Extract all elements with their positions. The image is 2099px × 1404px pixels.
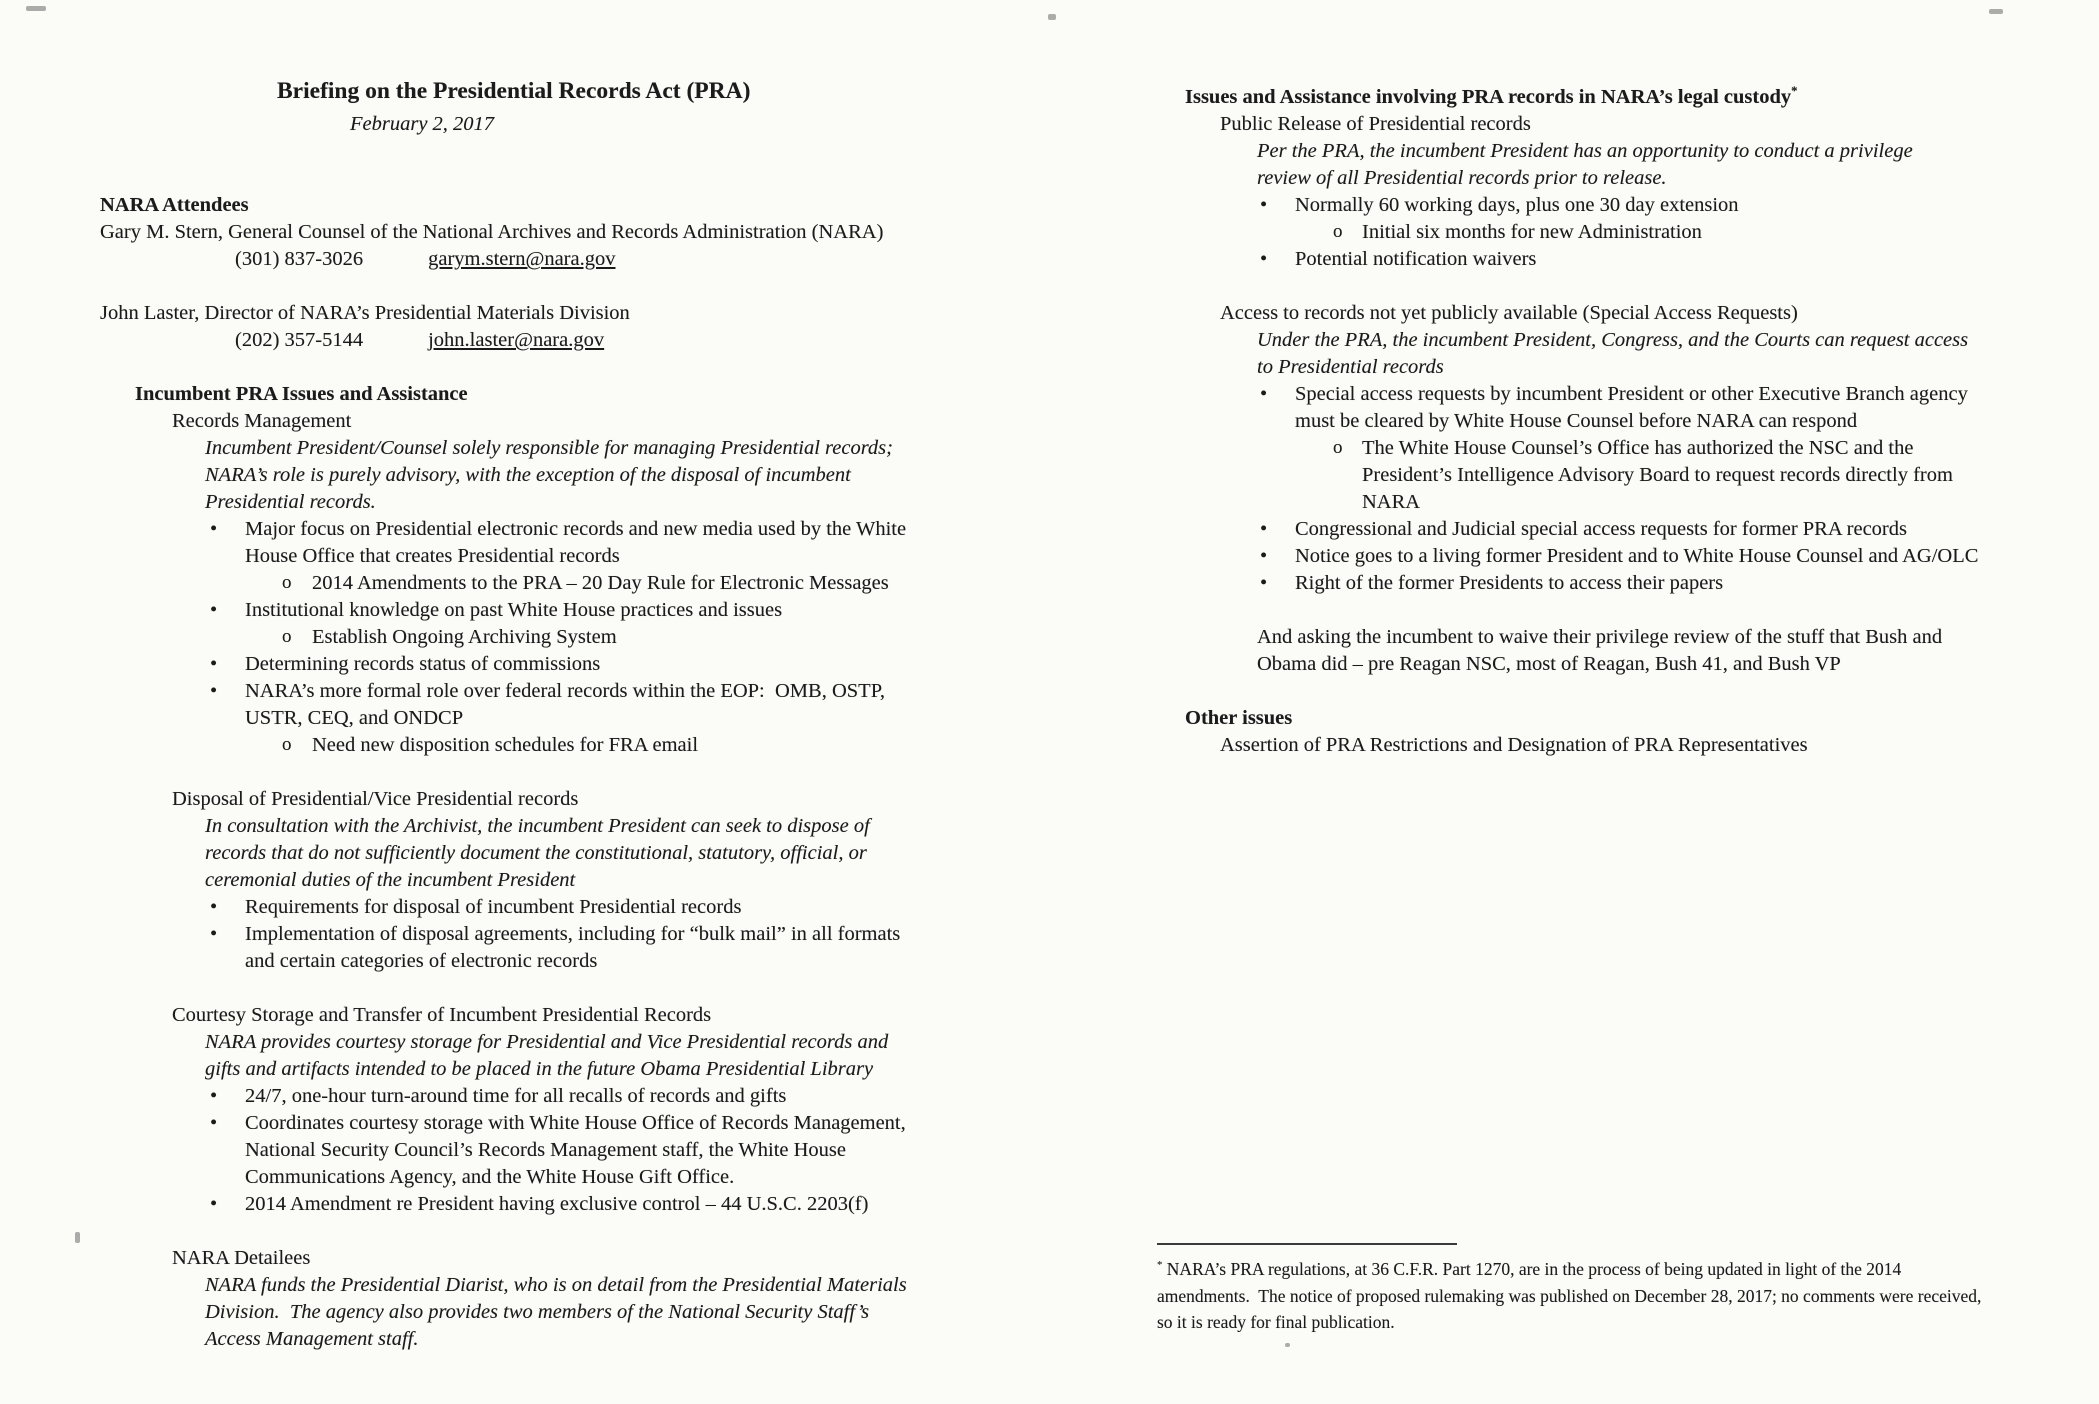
phone-number: (301) 837-3026 xyxy=(235,248,364,270)
text-line: and certain categories of electronic records xyxy=(245,950,598,972)
bullet-nara-formal-role xyxy=(100,678,1020,732)
bullet-icon: • xyxy=(210,1112,218,1134)
bullet-congressional-judicial xyxy=(1185,516,2090,543)
text-line: Potential notification waivers xyxy=(1295,248,1537,270)
text-line: Courtesy Storage and Transfer of Incumbent Presidential Records xyxy=(172,1004,712,1026)
circle-bullet-icon: o xyxy=(1333,221,1343,242)
bullet-icon: • xyxy=(210,923,218,945)
text-line: ceremonial duties of the incumbent President xyxy=(205,869,576,891)
text-line: John Laster, Director of NARA’s Presidential Materials Division xyxy=(100,302,630,324)
public-release-summary xyxy=(1257,138,2090,192)
special-access-summary xyxy=(1257,327,2090,381)
nara-detailees-summary xyxy=(205,1272,1020,1353)
disposal-summary xyxy=(205,813,1020,894)
bullet-implementation-disposal xyxy=(100,921,1020,975)
text-line: Notice goes to a living former President and to White House Counsel and AG/OLC xyxy=(1295,545,1979,567)
text-line: Special access requests by incumbent President or other Executive Branch agency xyxy=(1295,383,1968,405)
bullet-icon: • xyxy=(210,1085,218,1107)
text-line: NARA’s role is purely advisory, with the exception of the disposal of incumbent xyxy=(205,464,851,486)
bullet-determining-records-status xyxy=(100,651,1020,678)
bullet-2014-amendment-exclusive-control xyxy=(100,1191,1020,1218)
text-line: House Office that creates Presidential records xyxy=(245,545,620,567)
text-line: And asking the incumbent to waive their privilege review of the stuff that Bush and xyxy=(1257,626,1943,648)
bullet-icon: • xyxy=(1260,572,1268,594)
scan-artifact xyxy=(1048,14,1056,20)
text-line: Implementation of disposal agreements, including for “bulk mail” in all formats xyxy=(245,923,901,945)
text-line: Obama did – pre Reagan NSC, most of Reagan, Bush 41, and Bush VP xyxy=(1257,653,1841,675)
scan-artifact xyxy=(1989,9,2003,14)
text-line: Other issues xyxy=(1185,707,1293,729)
bullet-icon: • xyxy=(210,1193,218,1215)
text-line: review of all Presidential records prior to release. xyxy=(1257,167,1667,189)
bullet-special-access-requests xyxy=(1185,381,2090,435)
doc-title xyxy=(277,76,1020,107)
text-line: Division. The agency also provides two members of the National Security Staff’s xyxy=(205,1301,870,1323)
text-line: Requirements for disposal of incumbent Presidential records xyxy=(245,896,742,918)
bullet-icon: • xyxy=(210,599,218,621)
bullet-notice-former-president xyxy=(1185,543,2090,570)
bullet-icon: • xyxy=(210,680,218,702)
text-line: The White House Counsel’s Office has authorized the NSC and the xyxy=(1362,437,1914,459)
attendee-gary-contact xyxy=(100,246,1020,273)
text-line: Briefing on the Presidential Records Act (PRA) xyxy=(277,78,751,104)
subbullet-initial-six-months xyxy=(1185,219,2090,246)
bullet-right-former-presidents xyxy=(1185,570,2090,597)
text-line: Incumbent President/Counsel solely responsible for managing Presidential records; xyxy=(205,437,893,459)
text-line: USTR, CEQ, and ONDCP xyxy=(245,707,464,729)
text-line: to Presidential records xyxy=(1257,356,1444,378)
line-assertion-pra xyxy=(1220,732,2090,759)
text-line: Gary M. Stern, General Counsel of the National Archives and Records Administration (NARA) xyxy=(100,221,884,243)
text-line: Public Release of Presidential records xyxy=(1220,113,1531,135)
text-line: In consultation with the Archivist, the incumbent President can seek to dispose of xyxy=(205,815,870,837)
text-line: NARA’s more formal role over federal records within the EOP: OMB, OSTP, xyxy=(245,680,885,702)
text-line: Issues and Assistance involving PRA records in NARA’s legal custody xyxy=(1185,86,1792,108)
text-line: Establish Ongoing Archiving System xyxy=(312,626,617,648)
footnote-asterisk: * xyxy=(1157,1259,1163,1272)
subheading-nara-detailees xyxy=(172,1245,1020,1272)
text-line: so it is ready for final publication. xyxy=(1157,1312,1395,1332)
text-line: NARA funds the Presidential Diarist, who is on detail from the Presidential Materials xyxy=(205,1274,907,1296)
bullet-icon: • xyxy=(210,653,218,675)
para-waive-privilege xyxy=(1257,624,2090,678)
bullet-institutional-knowledge xyxy=(100,597,1020,624)
attendee-gary-line xyxy=(100,219,1020,246)
bullet-potential-notification-waivers xyxy=(1185,246,2090,273)
subbullet-whc-office-authorized xyxy=(1185,435,2090,516)
right-column xyxy=(1185,84,2090,759)
footnote xyxy=(1157,1256,2087,1336)
text-line: Initial six months for new Administration xyxy=(1362,221,1702,243)
text-line: Determining records status of commissions xyxy=(245,653,601,675)
circle-bullet-icon: o xyxy=(282,734,292,755)
courtesy-storage-summary xyxy=(205,1029,1020,1083)
subheading-public-release xyxy=(1220,111,2090,138)
text-line: Incumbent PRA Issues and Assistance xyxy=(135,383,468,405)
circle-bullet-icon: o xyxy=(282,626,292,647)
text-line: 24/7, one-hour turn-around time for all recalls of records and gifts xyxy=(245,1085,787,1107)
left-column xyxy=(100,76,1020,1353)
email-text: garym.stern@nara.gov xyxy=(428,248,616,270)
subbullet-2014-amendments xyxy=(100,570,1020,597)
text-line: February 2, 2017 xyxy=(350,113,495,135)
text-line: Need new disposition schedules for FRA email xyxy=(312,734,699,756)
subheading-records-management xyxy=(172,408,1020,435)
text-line: Presidential records. xyxy=(205,491,376,513)
bullet-icon: • xyxy=(210,896,218,918)
text-line: Right of the former Presidents to access their papers xyxy=(1295,572,1724,594)
text-line: NARA xyxy=(1362,491,1421,513)
text-line: 2014 Amendment re President having exclusive control – 44 U.S.C. 2203(f) xyxy=(245,1193,869,1215)
text-line: Coordinates courtesy storage with White House Office of Records Management, xyxy=(245,1112,906,1134)
text-line: Per the PRA, the incumbent President has an opportunity to conduct a privilege xyxy=(1257,140,1913,162)
bullet-icon: • xyxy=(1260,248,1268,270)
text-line: Major focus on Presidential electronic records and new media used by the White xyxy=(245,518,907,540)
circle-bullet-icon: o xyxy=(1333,437,1343,458)
text-line: records that do not sufficiently document the constitutional, statutory, official, or xyxy=(205,842,867,864)
attendee-john-line xyxy=(100,300,1020,327)
scan-artifact xyxy=(26,6,46,11)
bullet-icon: • xyxy=(1260,383,1268,405)
text-line: amendments. The notice of proposed rulemaking was published on December 28, 2017; no comments were received, xyxy=(1157,1285,1982,1306)
text-line: NARA Attendees xyxy=(100,194,249,216)
subbullet-disposition-schedules xyxy=(100,732,1020,759)
footnote-separator-rule xyxy=(1157,1243,1457,1245)
circle-bullet-icon: o xyxy=(282,572,292,593)
text-line: National Security Council’s Records Management staff, the White House xyxy=(245,1139,847,1161)
doc-date xyxy=(350,111,1020,138)
text-line: 2014 Amendments to the PRA – 20 Day Rule for Electronic Messages xyxy=(312,572,889,594)
text-line: Disposal of Presidential/Vice Presidential records xyxy=(172,788,579,810)
text-line: Institutional knowledge on past White House practices and issues xyxy=(245,599,783,621)
text-line: must be cleared by White House Counsel before NARA can respond xyxy=(1295,410,1858,432)
text-line: gifts and artifacts intended to be placed in the future Obama Presidential Library xyxy=(205,1058,874,1080)
heading-issues-assistance xyxy=(1185,84,2090,111)
text-line: President’s Intelligence Advisory Board to request records directly from xyxy=(1362,464,1953,486)
text-line: Congressional and Judicial special access requests for former PRA records xyxy=(1295,518,1907,540)
bullet-requirements-disposal xyxy=(100,894,1020,921)
text-line: Access to records not yet publicly available (Special Access Requests) xyxy=(1220,302,1798,324)
text-line: Records Management xyxy=(172,410,352,432)
heading-nara-attendees xyxy=(100,192,1020,219)
text-line: Under the PRA, the incumbent President, Congress, and the Courts can request access xyxy=(1257,329,1969,351)
footnote-marker-asterisk: * xyxy=(1791,84,1798,99)
text-line: NARA’s PRA regulations, at 36 C.F.R. Part 1270, are in the process of being updated in light of the 2014 xyxy=(1166,1259,1902,1279)
subheading-special-access xyxy=(1220,300,2090,327)
bullet-coordinates-storage xyxy=(100,1110,1020,1191)
email-text: john.laster@nara.gov xyxy=(428,329,605,351)
text-line: Normally 60 working days, plus one 30 day extension xyxy=(1295,194,1739,216)
footnote-text xyxy=(1157,1256,2087,1336)
bullet-major-focus xyxy=(100,516,1020,570)
attendee-john-contact xyxy=(100,327,1020,354)
text-line: NARA provides courtesy storage for Presidential and Vice Presidential records and xyxy=(205,1031,889,1053)
records-management-summary xyxy=(205,435,1020,516)
subheading-courtesy-storage xyxy=(172,1002,1020,1029)
subheading-disposal xyxy=(172,786,1020,813)
phone-number: (202) 357-5144 xyxy=(235,329,364,351)
heading-incumbent-pra-issues xyxy=(135,381,1020,408)
text-line: Communications Agency, and the White House Gift Office. xyxy=(245,1166,735,1188)
text-line: Access Management staff. xyxy=(205,1328,419,1350)
bullet-icon: • xyxy=(1260,194,1268,216)
scan-artifact xyxy=(75,1232,80,1243)
heading-other-issues xyxy=(1185,705,2090,732)
bullet-icon: • xyxy=(1260,545,1268,567)
bullet-24-7-recalls xyxy=(100,1083,1020,1110)
bullet-normally-60-days xyxy=(1185,192,2090,219)
bullet-icon: • xyxy=(1260,518,1268,540)
subbullet-establish-archiving xyxy=(100,624,1020,651)
text-line: Assertion of PRA Restrictions and Designation of PRA Representatives xyxy=(1220,734,1808,756)
bullet-icon: • xyxy=(210,518,218,540)
scan-artifact xyxy=(1285,1343,1290,1347)
text-line: NARA Detailees xyxy=(172,1247,311,1269)
